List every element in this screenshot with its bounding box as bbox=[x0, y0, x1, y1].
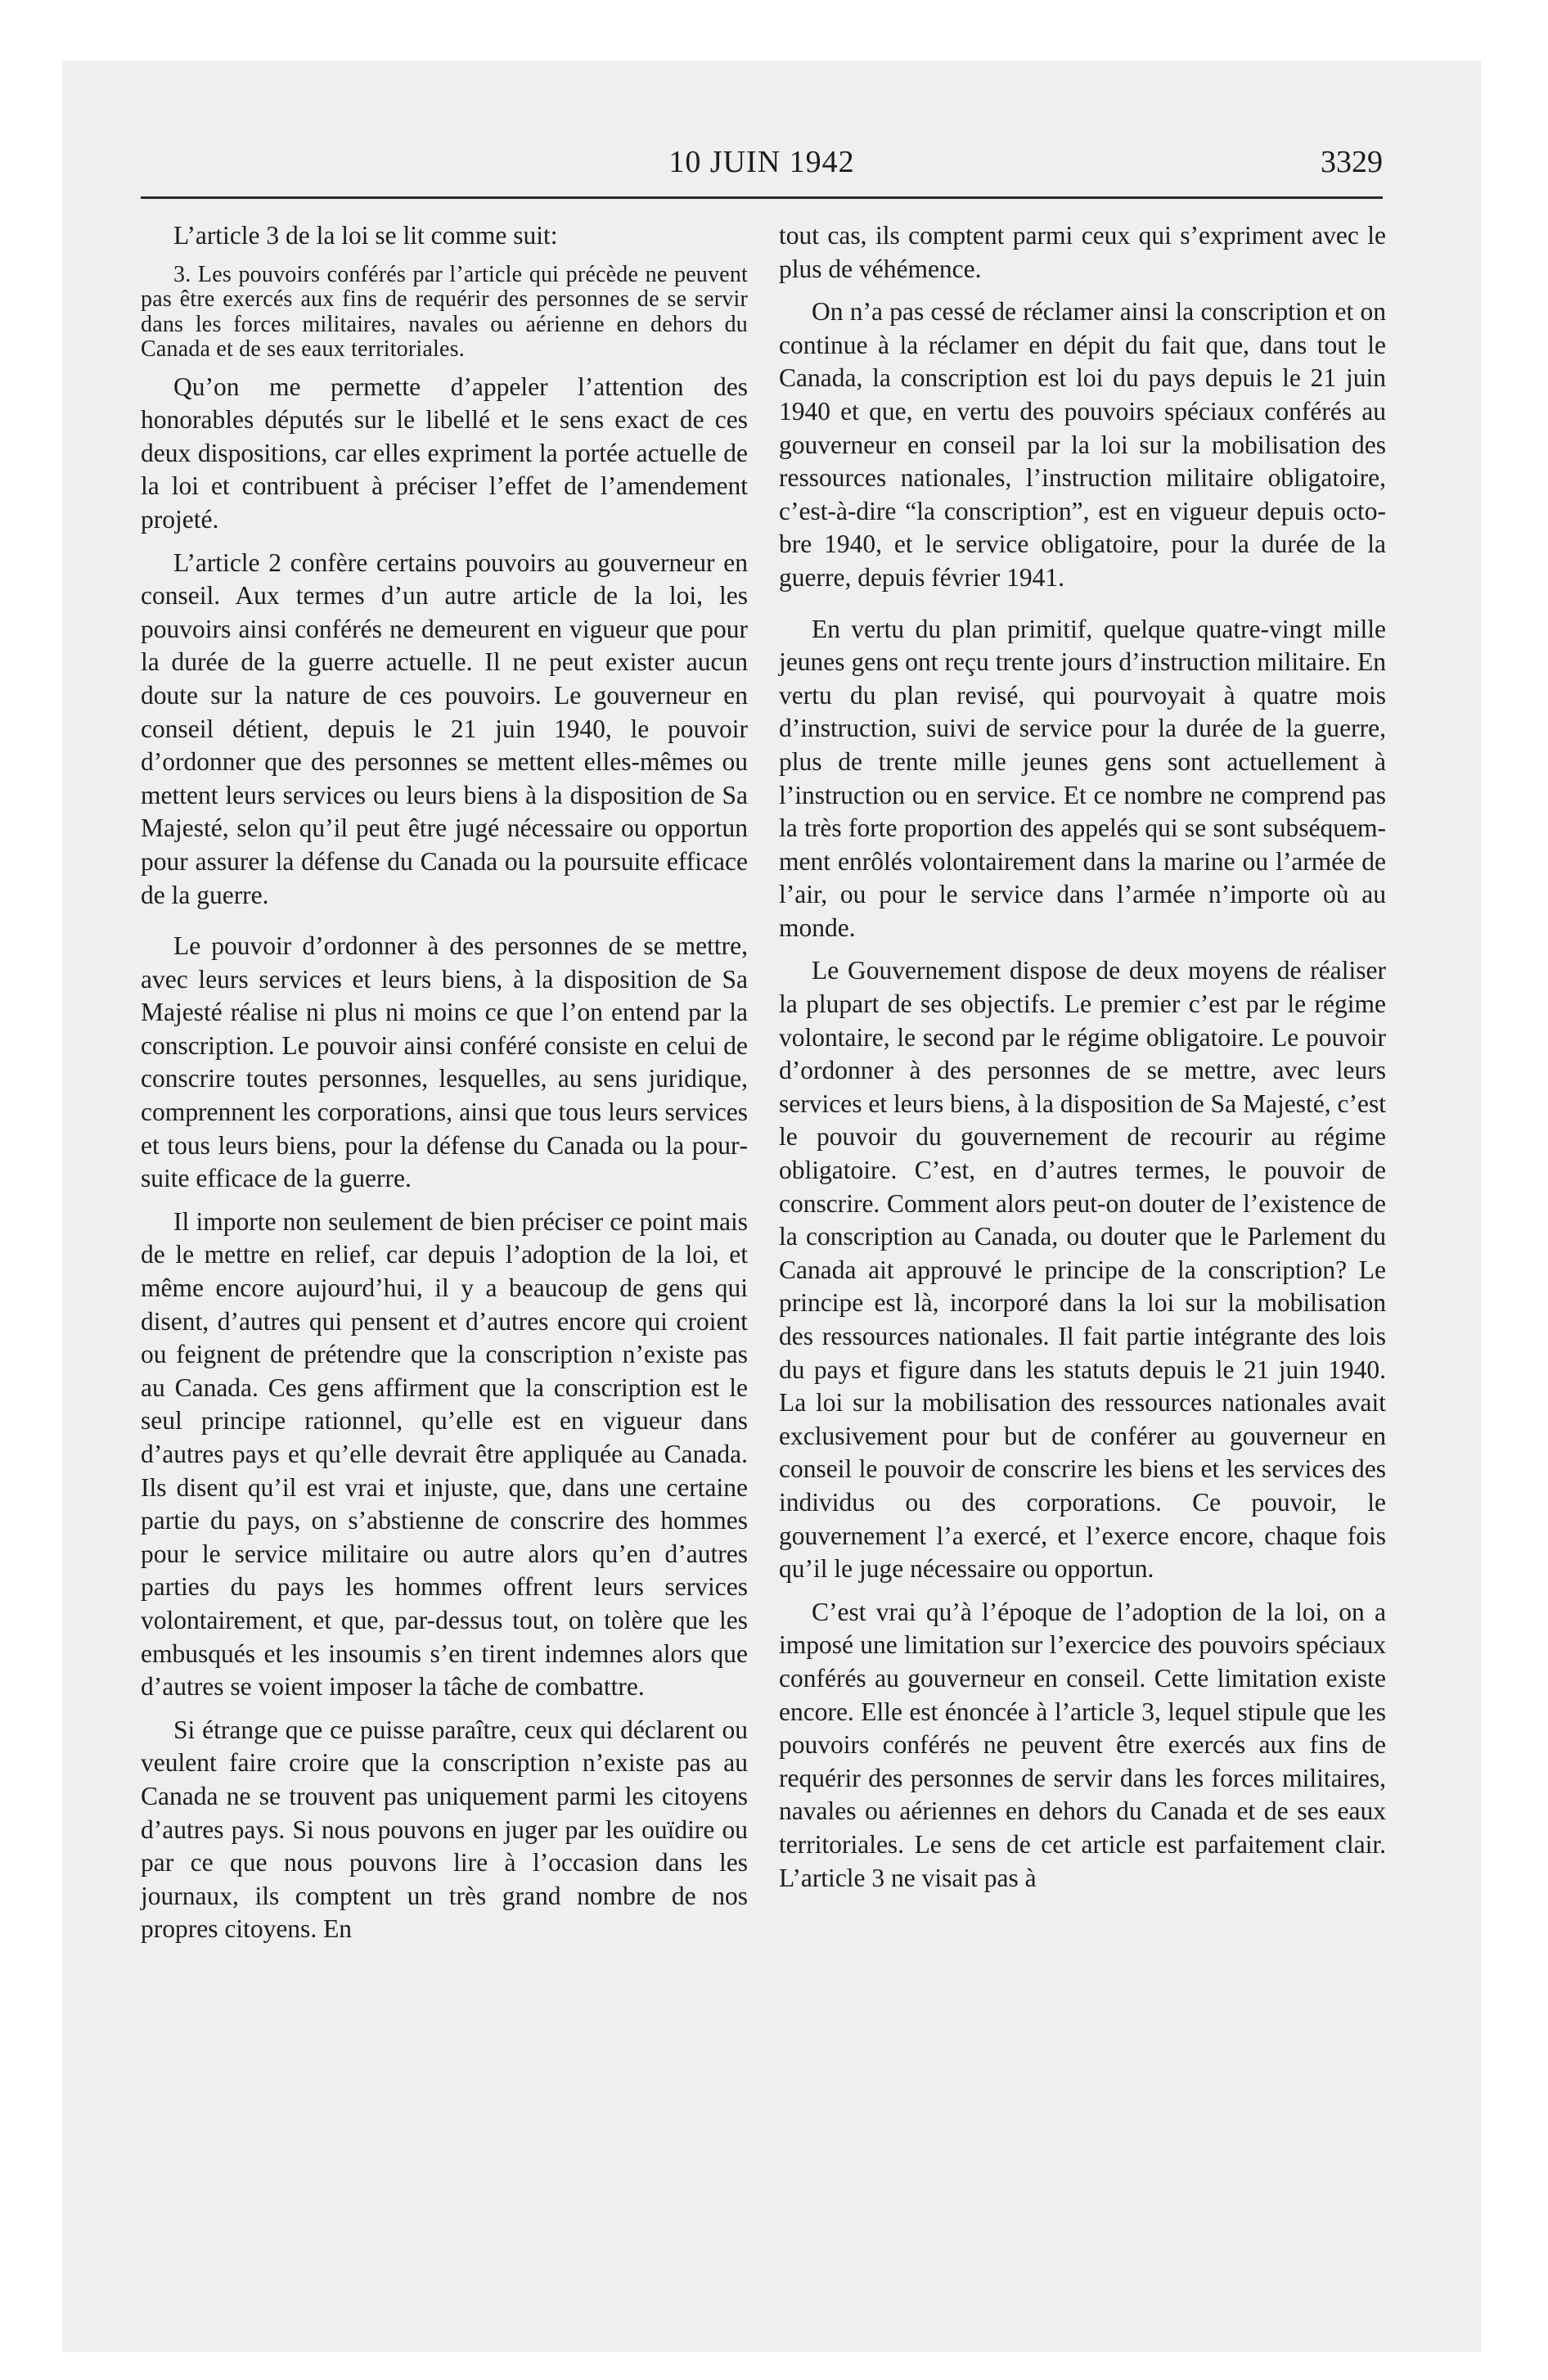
paragraph: Qu’on me permette d’appeler l’attention des honorables députés sur le libellé et le sens exact de ces deux dispositions, car elles expriment la portée actuelle de la loi et contribuent à préciser l’effet de l’amendement projeté. bbox=[141, 372, 748, 534]
paragraph: L’article 3 de la loi se lit comme suit: bbox=[173, 221, 558, 250]
right-column bbox=[779, 219, 1386, 1904]
page-number: 3329 bbox=[1321, 145, 1383, 179]
paragraph: L’article 2 confère certains pouvoirs au gouverneur en conseil. Aux termes d’un autre article de la loi, les pouvoirs ainsi conférés ne demeurent en vigueur que pour la durée de la guerre actuelle. Il ne peut exister aucun doute sur la nature de ces pouvoirs. Le gouverneur en conseil détient, depuis le 21 juin 1940, le pouvoir d’ordonner que des personnes se mettent elles-mêmes ou mettent leurs services ou leurs biens à la disposition de Sa Majesté, selon qu’il peut être jugé nécessaire ou opportun pour assurer la défense du Canada ou la poursuite efficace de la guerre. bbox=[141, 548, 748, 909]
header-rule bbox=[141, 196, 1383, 199]
page-header bbox=[141, 144, 1383, 185]
paragraph: Le Gouvernement dispose de deux moyens de réaliser la plupart de ses objectifs. Le premier c’est par le régime volontaire, le second par le régime obligatoire. Le pouvoir d’ordonner à des personnes de se mettre, avec leurs services et leurs biens, à la disposition de Sa Majesté, c’est le pouvoir du gouvernement de recourir au régime obligatoire. C’est, en d’autres termes, le pouvoir de conscrire. Comment alors peut-on douter de l’existence de la conscription au Canada, ou douter que le Parlement du Canada ait approuvé le principe de la conscription? Le principe est là, incorporé dans la loi sur la mobilisation des ressources nationales. Il fait partie intégrante des lois du pays et figure dans les statuts depuis le 21 juin 1940. La loi sur la mobilisation des ressources nationales avait exclusivement pour but de conférer au gouverneur en conseil le pouvoir de conscrire les biens et les services des individus ou des corporations. Ce pouvoir, le gouvernement l’a exercé, et l’exerce encore, chaque fois qu’il le juge nécessaire ou opportun. bbox=[779, 956, 1386, 1584]
paragraph: En vertu du plan primitif, quelque quatre-vingt mille jeunes gens ont reçu trente jours d’instruction militaire. En vertu du plan revisé, qui pourvoyait à quatre mois d’instruction, suivi de service pour la durée de la guerre, plus de trente mille jeunes gens sont actuellement à l’instruction ou en service. Et ce nombre ne comprend pas la très forte proportion des appelés qui se sont subséquemment enrôlés volontairement dans la marine ou l’armée de l’air, ou pour le service dans l’armée n’importe où au monde. bbox=[779, 614, 1386, 942]
paragraph: Il importe non seulement de bien préciser ce point mais de le mettre en relief, car depuis l’adoption de la loi, et même encore aujourd’hui, il y a beaucoup de gens qui disent, d’autres qui pensent et d’autres encore qui croient ou feignent de prétendre que la conscription n’existe pas au Canada. Ces gens affirment que la conscription est le seul principe rationnel, qu’elle est en vigueur dans d’autres pays et qu’elle devrait être appliquée au Canada. Ils disent qu’il est vrai et injuste, que, dans une certaine partie du pays, on s’abstienne de conscrire des hommes pour le service militaire ou autre alors qu’en d’autres parties du pays les hommes offrent leurs services volontairement, et que, par-dessus tout, on tolère que les embusqués et les insoumis s’en tirent indemnes alors que d’autres se voient imposer la tâche de combattre. bbox=[141, 1206, 748, 1702]
header-date: 10 JUIN 1942 bbox=[668, 145, 855, 179]
quoted-article: 3. Les pouvoirs conférés par l’article qui précède ne peuvent pas être exercés aux fins de requérir des personnes de se servir dans les forces militaires, navales ou aérienne en dehors du Canada et de ses eaux territoriales. bbox=[141, 261, 748, 363]
paragraph: tout cas, ils comptent parmi ceux qui s’expriment avec le plus de véhémence. bbox=[779, 221, 1386, 283]
paragraph: Si étrange que ce puisse paraître, ceux qui déclarent ou veulent faire croire que la conscription n’existe pas au Canada ne se trouvent pas uniquement parmi les citoyens d’autres pays. Si nous pouvons en juger par les ouïdire ou par ce que nous pouvons lire à l’occasion dans les journaux, ils comptent un très grand nombre de nos propres citoyens. En bbox=[141, 1715, 748, 1944]
paragraph: On n’a pas cessé de réclamer ainsi la conscription et on continue à la réclamer en dépit du fait que, dans tout le Canada, la conscription est loi du pays depuis le 21 juin 1940 et que, en vertu des pouvoirs spéciaux conférés au gouverneur en conseil par la loi sur la mobilisation des ressources nationales, l’instruction militaire obligatoire, c’est-à-dire “la conscription”, est en vigueur depuis octobre 1940, et le service obligatoire, pour la durée de la guerre, depuis février 1941. bbox=[779, 297, 1386, 592]
left-column bbox=[141, 219, 748, 1956]
paragraph: Le pouvoir d’ordonner à des personnes de se mettre, avec leurs services et leurs biens, à la disposition de Sa Majesté réalise ni plus ni moins ce que l’on entend par la conscription. Le pouvoir ainsi conféré consiste en celui de conscrire toutes personnes, lesquelles, au sens juridique, comprennent les corporations, ainsi que tous leurs services et tous leurs biens, pour la défense du Canada ou la poursuite efficace de la guerre. bbox=[141, 931, 748, 1193]
paragraph: C’est vrai qu’à l’époque de l’adoption de la loi, on a imposé une limitation sur l’exercice des pouvoirs spéciaux conférés au gouverneur en conseil. Cette limitation existe encore. Elle est énoncée à l’article 3, lequel stipule que les pouvoirs conférés ne peuvent être exercés aux fins de requérir des personnes de servir dans les forces militaires, navales ou aériennes en dehors du Canada et de ses eaux territoriales. Le sens de cet article est parfaitement clair. L’article 3 ne visait pas à bbox=[779, 1597, 1386, 1892]
